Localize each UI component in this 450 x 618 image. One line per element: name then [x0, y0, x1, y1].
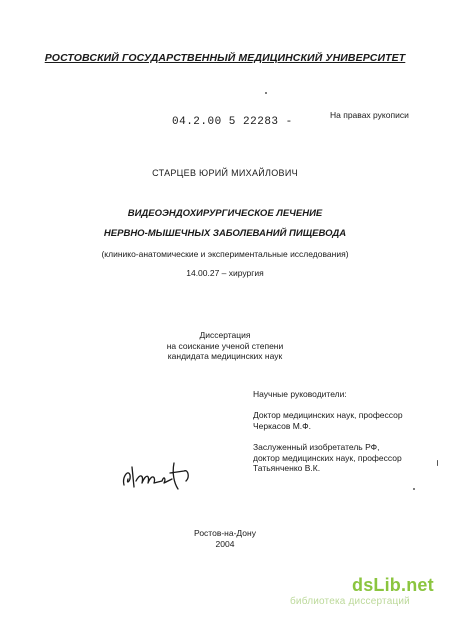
watermark-brand: dsLib.net [352, 575, 434, 595]
handwritten-signature [118, 455, 198, 495]
title-line-1: ВИДЕОЭНДОХИРУРГИЧЕСКОЕ ЛЕЧЕНИЕ [127, 208, 323, 219]
advisor-2-name: Татьянченко В.К. [253, 463, 321, 473]
stamp-number: 04.2.00 5 22283 - [172, 116, 293, 128]
dissertation-block [0, 330, 450, 362]
rights-note: На правах рукописи [330, 110, 409, 120]
advisor-2 [253, 442, 402, 474]
advisor-1 [253, 410, 403, 431]
dissertation-line-3: кандидата медицинских наук [167, 351, 283, 361]
watermark-subtitle: библиотека диссертаций [290, 596, 410, 607]
subtitle: (клинико-анатомические и экспериментальные исследования) [101, 249, 349, 259]
scan-speck [437, 460, 438, 466]
title-line-2: НЕРВНО-МЫШЕЧНЫХ ЗАБОЛЕВАНИЙ ПИЩЕВОДА [103, 228, 347, 239]
scan-speck [413, 488, 415, 490]
advisor-1-title: Доктор медицинских наук, профессор [253, 410, 403, 420]
advisor-1-name: Черкасов М.Ф. [253, 420, 311, 431]
city-year-block [0, 528, 450, 549]
dissertation-line-1: Диссертация [199, 330, 251, 340]
year: 2004 [215, 538, 235, 549]
advisor-2-honor: Заслуженный изобретатель РФ, [253, 442, 380, 452]
advisor-2-title: доктор медицинских наук, профессор [253, 452, 402, 463]
specialty: 14.00.27 – хирургия [186, 268, 264, 278]
city: Ростов-на-Дону [194, 528, 256, 538]
author-name: СТАРЦЕВ ЮРИЙ МИХАЙЛОВИЧ [152, 168, 298, 178]
scan-speck [265, 92, 267, 94]
university-name: РОСТОВСКИЙ ГОСУДАРСТВЕННЫЙ МЕДИЦИНСКИЙ УНИВЕРСИТЕТ [44, 52, 406, 64]
dissertation-line-2: на соискание ученой степени [166, 340, 284, 351]
advisors-heading: Научные руководители: [253, 389, 347, 399]
